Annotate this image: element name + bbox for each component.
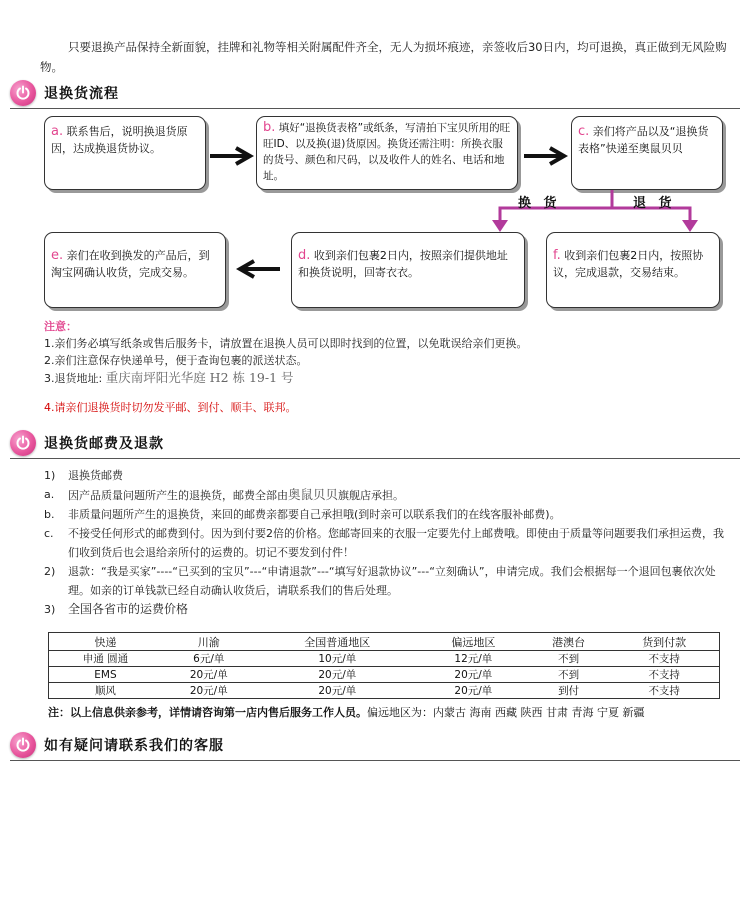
section-header-fees bbox=[10, 430, 740, 460]
flow-step-c bbox=[571, 116, 723, 190]
note-4: 4.请亲们退换货时切勿发平邮、到付、顺丰、联邦。 bbox=[44, 401, 297, 414]
step-letter: f. bbox=[553, 248, 561, 263]
step-letter: d. bbox=[298, 248, 311, 263]
flow-step-f bbox=[546, 232, 720, 308]
step-text: 亲们在收到换发的产品后，到淘宝网确认收货，完成交易。 bbox=[51, 249, 210, 279]
item-prefix: 3) bbox=[44, 603, 56, 616]
table-cell: 到付 bbox=[528, 683, 610, 699]
section-title: 退换货流程 bbox=[44, 86, 119, 102]
step-text: 亲们将产品以及“退换货表格”快递至奥鼠贝贝 bbox=[578, 125, 709, 155]
item-prefix: a. bbox=[44, 488, 55, 501]
column-header: 全国普通地区 bbox=[256, 633, 419, 651]
item-text: 不接受任何形式的邮费到付。因为到付要2倍的价格。您邮寄回来的衣服一定要先付上邮费哦。即使由于质量等问题要我们承担运费，我们收到货后也会退给亲所付的运费的。切记不要发到付件！ bbox=[68, 527, 724, 559]
divider bbox=[10, 458, 740, 459]
table-row bbox=[49, 683, 720, 699]
item-prefix: b. bbox=[44, 508, 55, 521]
table-cell: 20元/单 bbox=[256, 667, 419, 683]
fee-item-a bbox=[44, 485, 724, 505]
item-prefix: 2) bbox=[44, 565, 56, 578]
section-header-contact bbox=[10, 732, 740, 762]
return-address: 重庆南坪阳光华庭 H2 栋 19-1 号 bbox=[105, 370, 294, 385]
step-text: 联系售后，说明换退货原因，达成换退货协议。 bbox=[51, 125, 188, 155]
table-heading bbox=[44, 600, 724, 619]
shipping-fee-table bbox=[48, 632, 720, 699]
power-icon bbox=[10, 430, 36, 456]
step-text: 填好“退换货表格”或纸条，写清拍下宝贝所用的旺旺ID、以及换(退)货原因。换货还需注明：所换衣服的货号、颜色和尺码，以及收件人的姓名、电话和地址。 bbox=[263, 122, 511, 182]
power-icon bbox=[10, 732, 36, 758]
fee-item-b bbox=[44, 505, 724, 524]
fee-details bbox=[44, 466, 724, 619]
notes bbox=[44, 318, 528, 416]
item-text: 全国各省市的运费价格 bbox=[68, 602, 189, 616]
table-cell: 不到 bbox=[528, 667, 610, 683]
table-cell: 6元/单 bbox=[162, 651, 256, 667]
table-cell: 申通 圆通 bbox=[49, 651, 162, 667]
step-letter: a. bbox=[51, 124, 64, 139]
column-header: 货到付款 bbox=[609, 633, 719, 651]
table-cell: 20元/单 bbox=[256, 683, 419, 699]
arrow-right-icon bbox=[208, 146, 254, 166]
item-text: 旗舰店承担。 bbox=[338, 489, 405, 502]
table-cell: 不支持 bbox=[609, 667, 719, 683]
table-cell: 10元/单 bbox=[256, 651, 419, 667]
flow-step-e bbox=[44, 232, 226, 308]
divider bbox=[10, 108, 740, 109]
table-cell: 20元/单 bbox=[162, 667, 256, 683]
table-header-row bbox=[49, 633, 720, 651]
section-header-process bbox=[10, 80, 740, 110]
exchange-label: 换 货 bbox=[518, 196, 561, 211]
refund-steps bbox=[44, 562, 724, 600]
table-cell: 20元/单 bbox=[419, 667, 528, 683]
column-header: 川渝 bbox=[162, 633, 256, 651]
item-text: 非质量问题所产生的退换货，来回的邮费亲都要自己承担哦(到时亲可以联系我们的在线客服补邮费)。 bbox=[68, 508, 561, 521]
note-2: 2.亲们注意保存快递单号，便于查询包裹的派送状态。 bbox=[44, 354, 308, 367]
arrow-left-icon bbox=[236, 259, 282, 279]
intro-paragraph: 只要退换产品保持全新面貌，挂牌和礼物等相关附属配件齐全，无人为损坏痕迹，亲签收后30日内，均可退换，真正做到无风险购物。 bbox=[40, 40, 727, 74]
step-text: 收到亲们包裹2日内，按照亲们提供地址和换货说明，回寄衣衣。 bbox=[298, 249, 508, 279]
notes-title: 注意： bbox=[44, 320, 77, 333]
section-title: 如有疑问请联系我们的客服 bbox=[44, 738, 224, 754]
divider bbox=[10, 760, 740, 761]
step-letter: c. bbox=[578, 124, 590, 139]
table-cell: 20元/单 bbox=[419, 683, 528, 699]
table-cell: 12元/单 bbox=[419, 651, 528, 667]
table-cell: 顺风 bbox=[49, 683, 162, 699]
footnote-regions: 偏远地区为：内蒙古 海南 西藏 陕西 甘肃 青海 宁夏 新疆 bbox=[367, 706, 645, 719]
footnote bbox=[48, 704, 644, 720]
note-3-prefix: 3.退货地址: bbox=[44, 372, 103, 385]
note-1: 1.亲们务必填写纸条或售后服务卡，请放置在退换人员可以即时找到的位置，以免耽误给亲们更换。 bbox=[44, 337, 528, 350]
step-text: 收到亲们包裹2日内，按照协议，完成退款，交易结束。 bbox=[553, 249, 704, 279]
column-header: 偏远地区 bbox=[419, 633, 528, 651]
column-header: 港澳台 bbox=[528, 633, 610, 651]
section-title: 退换货邮费及退款 bbox=[44, 436, 164, 452]
table-row bbox=[49, 651, 720, 667]
table-row bbox=[49, 667, 720, 683]
flow-step-b bbox=[256, 116, 518, 190]
flow-step-d bbox=[291, 232, 525, 308]
step-letter: b. bbox=[263, 120, 276, 135]
brand-name: 奥鼠贝贝 bbox=[288, 487, 339, 502]
note-3 bbox=[44, 369, 528, 387]
arrow-right-icon bbox=[522, 146, 568, 166]
table-cell: 20元/单 bbox=[162, 683, 256, 699]
item-text: 退换货邮费 bbox=[68, 469, 123, 482]
table-cell: 不支持 bbox=[609, 683, 719, 699]
column-header: 快递 bbox=[49, 633, 162, 651]
refund-label: 退 货 bbox=[633, 196, 676, 211]
item-text: 退款：“我是买家”----“已买到的宝贝”---“申请退款”---“填写好退款协议”---“立刻确认”，申请完成。我们会根据每一个退回包裹依次处理。如亲的订单钱款已经自动确认收货后，请联系我们的售后处理。 bbox=[68, 565, 716, 597]
item-text: 因产品质量问题所产生的退换货，邮费全部由 bbox=[68, 489, 288, 502]
flow-step-a bbox=[44, 116, 206, 190]
fee-item-c bbox=[44, 524, 724, 562]
fee-heading-1 bbox=[44, 466, 724, 485]
footnote-bold: 注：以上信息供亲参考，详情请咨询第一店内售后服务工作人员。 bbox=[48, 706, 367, 719]
item-prefix: c. bbox=[44, 527, 54, 540]
table-cell: 不到 bbox=[528, 651, 610, 667]
table-cell: 不支持 bbox=[609, 651, 719, 667]
power-icon bbox=[10, 80, 36, 106]
item-prefix: 1) bbox=[44, 469, 56, 482]
table-cell: EMS bbox=[49, 667, 162, 683]
step-letter: e. bbox=[51, 248, 64, 263]
